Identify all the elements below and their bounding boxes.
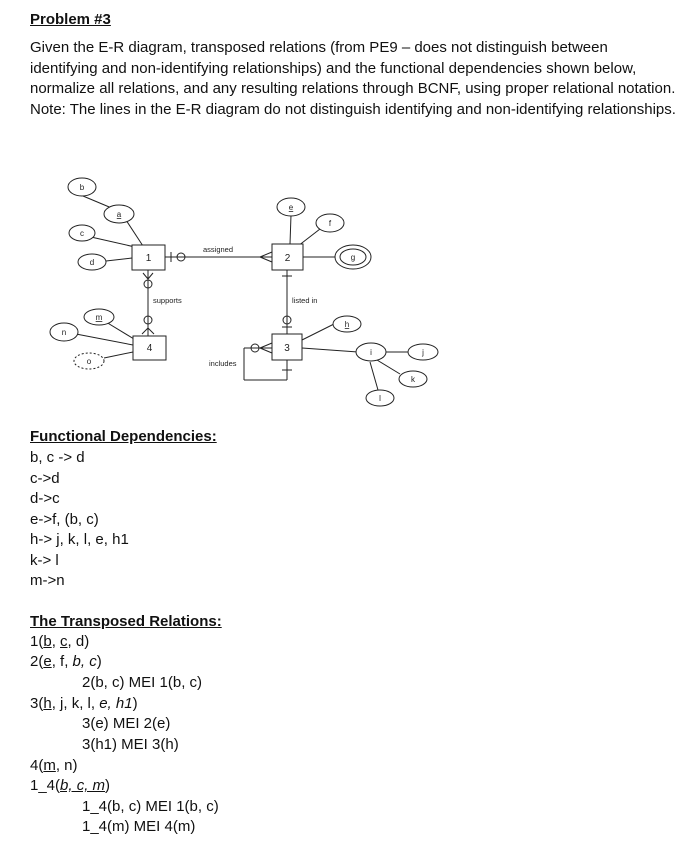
fd-item: m->n <box>30 572 65 589</box>
relation-1-4: 1_4(b, c, m) <box>30 777 111 794</box>
fd-item: k-> l <box>30 551 59 569</box>
entity-1-label: 1 <box>145 253 152 264</box>
problem-intro: Given the E-R diagram, transposed relations (from PE9 – does not distinguish between identifying and non-identifying relationships) and the functional dependencies shown below, normalize all relations, and any resulting relations through BCNF, using proper relational notation. Note: The lines in the E-R diagram do not distinguish identifying and non-identifying relationships. <box>30 39 676 118</box>
attribute-k <box>399 371 427 387</box>
entity-2-label: 2 <box>284 253 291 264</box>
attribute-a <box>104 205 134 223</box>
svg-text:i: i <box>370 348 372 357</box>
relation-1-4-mei: 1_4(b, c) MEI 1(b, c) <box>82 798 219 815</box>
relation-1-4-mei: 1_4(m) MEI 4(m) <box>82 818 196 835</box>
attribute-m <box>84 309 114 325</box>
fd-list <box>30 448 129 592</box>
attribute-c <box>69 225 95 241</box>
attribute-l <box>366 390 394 406</box>
attribute-i <box>356 343 386 361</box>
svg-text:a: a <box>116 210 122 219</box>
entity-4-label: 4 <box>146 343 153 354</box>
attribute-j <box>408 344 438 360</box>
er-diagram <box>0 0 682 420</box>
relation-3-mei: 3(h1) MEI 3(h) <box>82 736 179 753</box>
relationship-assigned: assigned <box>203 245 234 254</box>
relationship-includes: includes <box>209 359 237 368</box>
entity-3 <box>272 334 302 360</box>
relations-heading: The Transposed Relations: <box>30 613 222 630</box>
entity-4 <box>133 336 166 360</box>
svg-text:d: d <box>89 258 95 267</box>
svg-text:k: k <box>411 375 415 384</box>
attribute-n <box>50 323 78 341</box>
relation-4: 4(m, n) <box>30 757 78 774</box>
fd-item: d->c <box>30 490 60 507</box>
attribute-d <box>78 254 106 270</box>
entity-3-label: 3 <box>284 343 290 354</box>
svg-text:b: b <box>79 183 85 192</box>
fd-item: h-> j, k, l, e, h1 <box>30 531 129 548</box>
svg-text:h: h <box>344 320 350 329</box>
svg-text:e: e <box>288 203 294 212</box>
svg-text:o: o <box>86 357 92 366</box>
relation-1: 1(b, c, d) <box>30 633 90 650</box>
fd-item: c->d <box>30 469 60 487</box>
relation-2-mei: 2(b, c) MEI 1(b, c) <box>82 674 203 691</box>
fd-item: b, c -> d <box>30 449 85 466</box>
attribute-e <box>277 198 305 216</box>
relation-3-mei: 3(e) MEI 2(e) <box>82 715 171 732</box>
relationship-listed-in: listed in <box>292 296 318 305</box>
problem-title: Problem #3 <box>30 11 111 28</box>
svg-text:n: n <box>61 328 67 337</box>
svg-text:l: l <box>379 394 381 403</box>
fd-item: e->f, (b, c) <box>30 510 99 528</box>
relationship-supports: supports <box>153 296 182 305</box>
fd-heading: Functional Dependencies: <box>30 428 217 445</box>
relation-2: 2(e, f, b, c) <box>30 653 102 670</box>
svg-text:g: g <box>350 253 356 262</box>
svg-text:f: f <box>328 219 332 228</box>
svg-text:m: m <box>95 313 103 322</box>
relation-3: 3(h, j, k, l, e, h1) <box>30 695 138 712</box>
attribute-o-derived <box>74 353 104 369</box>
attribute-h <box>333 316 361 332</box>
svg-text:c: c <box>80 229 84 238</box>
attribute-g-multivalued <box>335 245 371 269</box>
svg-text:j: j <box>422 348 424 357</box>
entity-1 <box>132 245 165 270</box>
attribute-b <box>68 178 96 196</box>
entity-2 <box>272 244 303 270</box>
attribute-f <box>316 214 344 232</box>
